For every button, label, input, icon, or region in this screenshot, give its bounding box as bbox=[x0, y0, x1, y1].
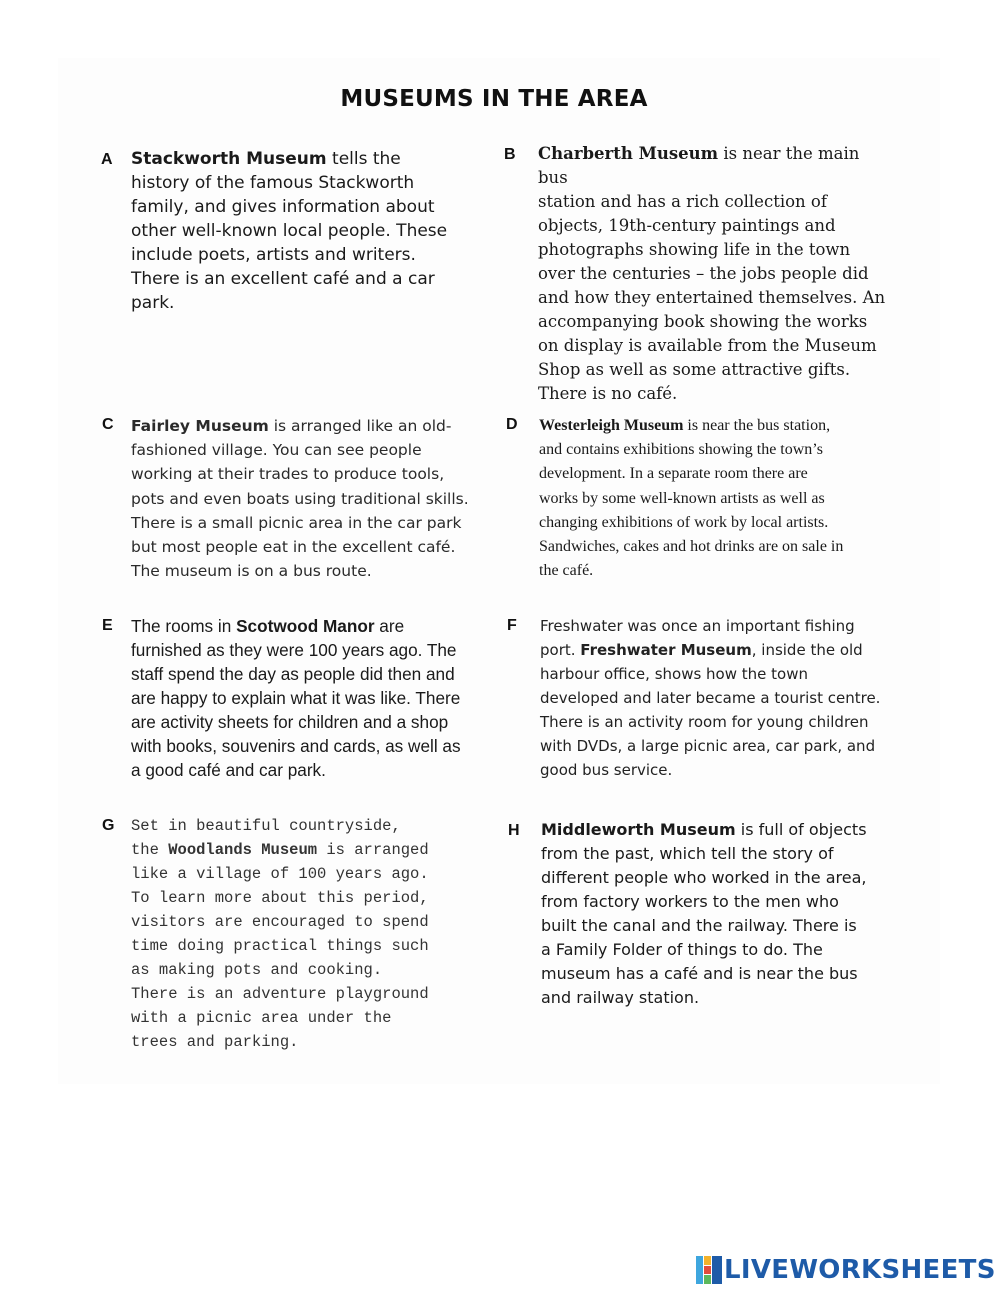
entry-letter-e: E bbox=[102, 617, 113, 634]
museum-name-f: Freshwater Museum bbox=[580, 641, 752, 659]
entry-letter-d: D bbox=[506, 416, 518, 433]
museum-name-h: Middleworth Museum bbox=[541, 820, 736, 839]
brand-text: LIVEWORKSHEETS bbox=[724, 1255, 996, 1285]
entry-letter-c: C bbox=[102, 416, 114, 433]
entry-e-text: The rooms in Scotwood Manor are furnished as they were 100 years ago. The staff spend the day as people did then and are happy to explain what it was like. There are activity sheets for children and a shop with books, souvenirs and cards, as well as a good café and car park. bbox=[131, 616, 461, 780]
museum-name-g: Woodlands Museum bbox=[168, 841, 318, 859]
entry-h-text: Middleworth Museum is full of objects from the past, which tell the story of different people who worked in the area, from factory workers to the men who built the canal and the railway. There is a Family Folder of things to do. The museum has a café and is near the bus and railway station. bbox=[541, 820, 867, 1007]
entry-d-text: Westerleigh Museum is near the bus station, and contains exhibitions showing the town’s development. In a separate room there are works by some well-known artists as well as changing exhibitions of work by local artists. Sandwiches, cakes and hot drinks are on sale in the café. bbox=[539, 417, 844, 580]
page-title: MUSEUMS IN THE AREA bbox=[340, 86, 648, 112]
entry-letter-b: B bbox=[504, 146, 516, 163]
entry-letter-g: G bbox=[102, 817, 115, 834]
entry-letter-f: F bbox=[507, 617, 517, 634]
entry-letter-h: H bbox=[508, 822, 520, 839]
museum-name-e: Scotwood Manor bbox=[236, 616, 375, 636]
entry-b-text: Charberth Museum is near the main bus station and has a rich collection of objects, 19th-century paintings and photographs showing life in the town over the centuries – the jobs people did and how they entertained themselves. An accompanying book showing the works on display is available from the Museum Shop as well as some attractive gifts. There is no café. bbox=[538, 144, 886, 403]
liveworksheets-brand[interactable] bbox=[696, 1255, 996, 1285]
entry-letter-a: A bbox=[101, 151, 113, 168]
entry-a-text: Stackworth Museum tells the history of the famous Stackworth family, and gives information about other well-known local people. These include poets, artists and writers. There is an excellent café and a car park. bbox=[131, 149, 448, 313]
entry-c-text: Fairley Museum is arranged like an old- fashioned village. You can see people working at their trades to produce tools, pots and even boats using traditional skills. There is a small picnic area in the car park but most people eat in the excellent café. The museum is on a bus route. bbox=[131, 417, 469, 581]
museum-name-c: Fairley Museum bbox=[131, 417, 269, 435]
entry-g-text: Set in beautiful countryside, the Woodlands Museum is arranged like a village of 100 years ago. To learn more about this period, visitors are encouraged to spend time doing practical things such as making pots and cooking. There is an adventure playground with a picnic area under the trees and parking. bbox=[131, 817, 429, 1051]
museum-name-d: Westerleigh Museum bbox=[539, 417, 684, 434]
entry-f-text: Freshwater was once an important fishing port. Freshwater Museum, inside the old harbour office, shows how the town developed and later became a tourist centre. There is an activity room for young children with DVDs, a large picnic area, car park, and good bus service. bbox=[540, 617, 881, 779]
museum-name-b: Charberth Museum bbox=[538, 144, 719, 163]
museum-name-a: Stackworth Museum bbox=[131, 149, 327, 169]
liveworksheets-logo-icon bbox=[696, 1256, 722, 1284]
